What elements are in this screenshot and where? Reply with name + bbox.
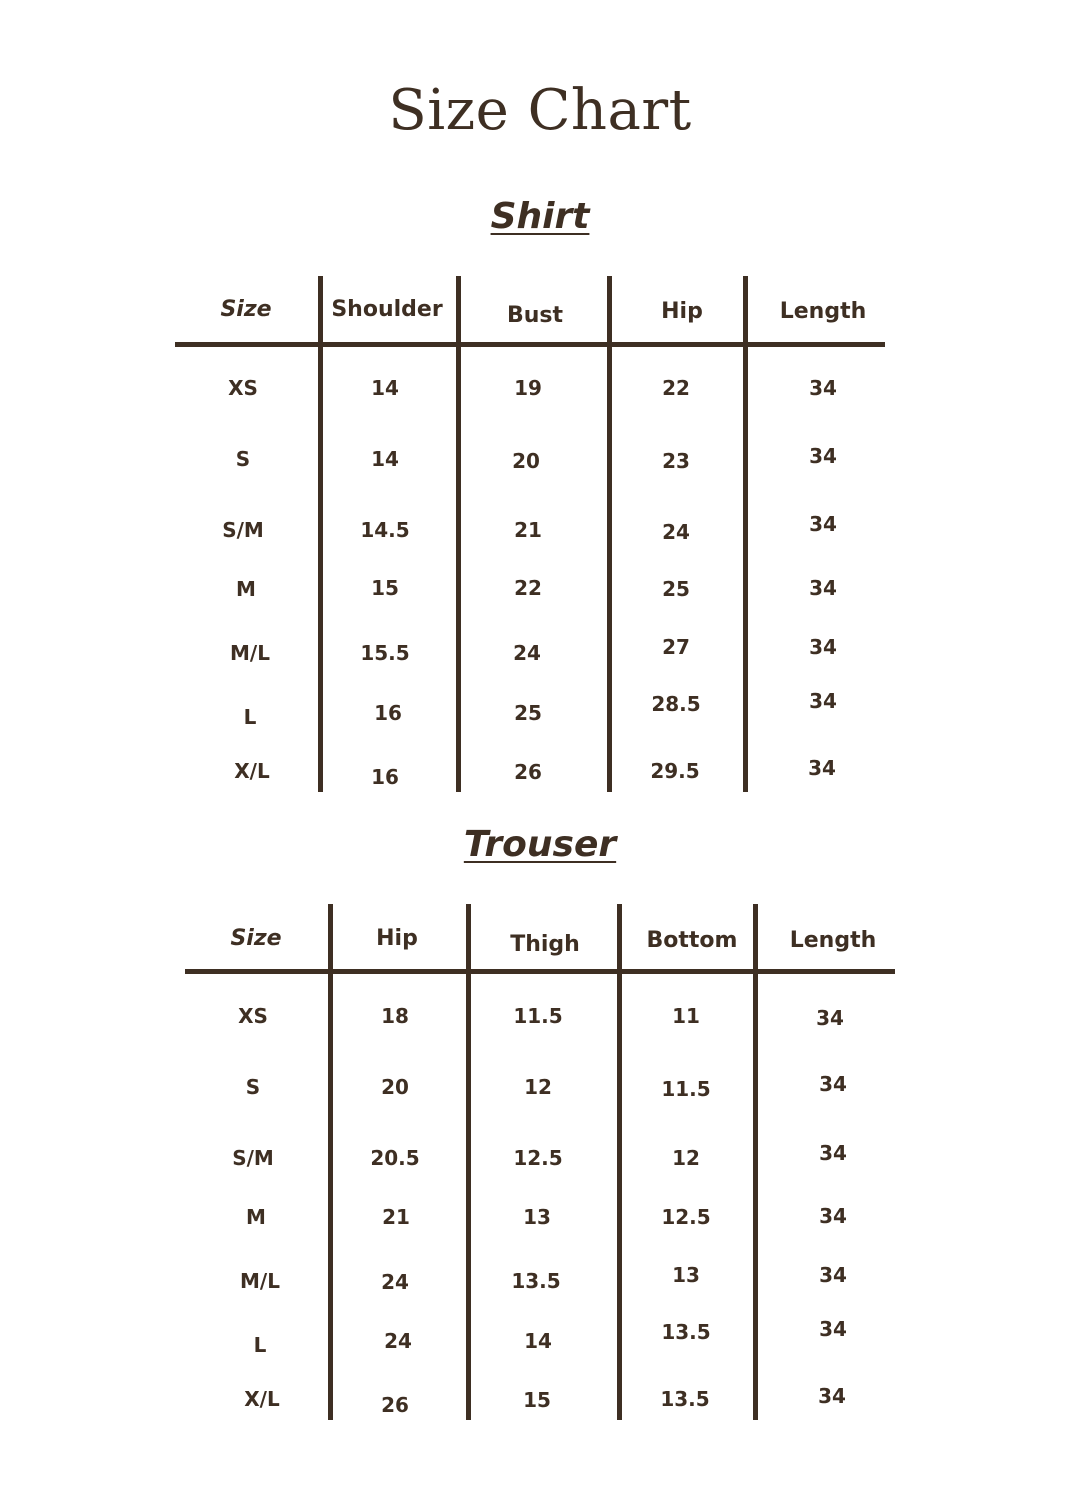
shirt-cell-shoulder: 14.5 bbox=[360, 518, 410, 542]
trouser-cell-length: 34 bbox=[819, 1141, 847, 1165]
trouser-cell-thigh: 15 bbox=[523, 1388, 551, 1412]
shirt-cell-length: 34 bbox=[809, 376, 837, 400]
shirt-cell-hip: 25 bbox=[662, 577, 690, 601]
shirt-cell-hip: 27 bbox=[662, 635, 690, 659]
shirt-cell-length: 34 bbox=[809, 576, 837, 600]
trouser-cell-size: L bbox=[253, 1333, 267, 1357]
shirt-cell-hip: 28.5 bbox=[651, 692, 701, 716]
shirt-header-hip: Hip bbox=[661, 299, 703, 324]
shirt-cell-hip: 29.5 bbox=[650, 759, 700, 783]
shirt-header-size: Size bbox=[220, 297, 272, 322]
trouser-cell-length: 34 bbox=[816, 1006, 844, 1030]
shirt-cell-hip: 23 bbox=[662, 449, 690, 473]
shirt-cell-size: S/M bbox=[222, 518, 264, 542]
shirt-cell-size: XS bbox=[228, 376, 258, 400]
trouser-cell-bottom: 13 bbox=[672, 1263, 700, 1287]
shirt-cell-hip: 24 bbox=[662, 520, 690, 544]
trouser-cell-length: 34 bbox=[819, 1072, 847, 1096]
shirt-cell-shoulder: 16 bbox=[374, 701, 402, 725]
shirt-cell-shoulder: 14 bbox=[371, 447, 399, 471]
trouser-cell-bottom: 12 bbox=[672, 1146, 700, 1170]
trouser-cell-size: X/L bbox=[244, 1387, 280, 1411]
trouser-cell-thigh: 13.5 bbox=[511, 1269, 561, 1293]
shirt-cell-bust: 24 bbox=[513, 641, 541, 665]
trouser-section-title: Trouser bbox=[463, 824, 617, 865]
trouser-cell-bottom: 13.5 bbox=[661, 1320, 711, 1344]
shirt-cell-length: 34 bbox=[808, 756, 836, 780]
page-title: Size Chart bbox=[388, 78, 692, 143]
shirt-cell-bust: 26 bbox=[514, 760, 542, 784]
shirt-cell-length: 34 bbox=[809, 444, 837, 468]
trouser-cell-thigh: 12.5 bbox=[513, 1146, 563, 1170]
trouser-cell-hip: 21 bbox=[382, 1205, 410, 1229]
shirt-cell-bust: 22 bbox=[514, 576, 542, 600]
shirt-section-title: Shirt bbox=[490, 196, 590, 237]
trouser-cell-length: 34 bbox=[819, 1204, 847, 1228]
shirt-cell-bust: 21 bbox=[514, 518, 542, 542]
shirt-header-shoulder: Shoulder bbox=[331, 297, 443, 322]
shirt-header-bust: Bust bbox=[506, 303, 564, 328]
trouser-header-size: Size bbox=[230, 926, 282, 951]
shirt-cell-length: 34 bbox=[809, 635, 837, 659]
shirt-cell-shoulder: 15 bbox=[371, 576, 399, 600]
shirt-cell-size: X/L bbox=[234, 759, 270, 783]
trouser-cell-size: M/L bbox=[240, 1269, 280, 1293]
shirt-cell-size: S bbox=[235, 447, 251, 471]
trouser-header-hip: Hip bbox=[376, 926, 418, 951]
trouser-cell-bottom: 11.5 bbox=[661, 1077, 711, 1101]
trouser-cell-length: 34 bbox=[819, 1263, 847, 1287]
shirt-cell-bust: 25 bbox=[514, 701, 542, 725]
shirt-cell-size: M/L bbox=[230, 641, 270, 665]
trouser-header-length: Length bbox=[789, 928, 877, 953]
trouser-cell-thigh: 13 bbox=[523, 1205, 551, 1229]
shirt-cell-length: 34 bbox=[809, 689, 837, 713]
shirt-header-length: Length bbox=[779, 299, 867, 324]
shirt-cell-size: M bbox=[236, 577, 256, 601]
trouser-header-bottom: Bottom bbox=[646, 928, 738, 953]
trouser-cell-hip: 24 bbox=[384, 1329, 412, 1353]
trouser-cell-bottom: 11 bbox=[672, 1004, 700, 1028]
shirt-cell-bust: 19 bbox=[514, 376, 542, 400]
trouser-cell-size: XS bbox=[238, 1004, 268, 1028]
trouser-header-divider bbox=[185, 969, 895, 974]
trouser-cell-thigh: 12 bbox=[524, 1075, 552, 1099]
trouser-cell-hip: 20.5 bbox=[370, 1146, 420, 1170]
shirt-cell-shoulder: 14 bbox=[371, 376, 399, 400]
trouser-cell-hip: 26 bbox=[381, 1393, 409, 1417]
trouser-header-thigh: Thigh bbox=[510, 932, 580, 957]
shirt-cell-size: L bbox=[243, 705, 257, 729]
shirt-cell-hip: 22 bbox=[662, 376, 690, 400]
trouser-cell-thigh: 11.5 bbox=[513, 1004, 563, 1028]
trouser-cell-bottom: 13.5 bbox=[660, 1387, 710, 1411]
trouser-cell-size: S/M bbox=[232, 1146, 274, 1170]
shirt-cell-shoulder: 16 bbox=[371, 765, 399, 789]
shirt-cell-length: 34 bbox=[809, 512, 837, 536]
trouser-cell-hip: 20 bbox=[381, 1075, 409, 1099]
trouser-cell-thigh: 14 bbox=[524, 1329, 552, 1353]
trouser-cell-hip: 18 bbox=[381, 1004, 409, 1028]
shirt-cell-shoulder: 15.5 bbox=[360, 641, 410, 665]
trouser-cell-size: S bbox=[245, 1075, 261, 1099]
trouser-cell-length: 34 bbox=[819, 1317, 847, 1341]
trouser-cell-hip: 24 bbox=[381, 1270, 409, 1294]
trouser-cell-length: 34 bbox=[818, 1384, 846, 1408]
shirt-cell-bust: 20 bbox=[512, 449, 540, 473]
trouser-cell-bottom: 12.5 bbox=[661, 1205, 711, 1229]
trouser-cell-size: M bbox=[246, 1205, 266, 1229]
